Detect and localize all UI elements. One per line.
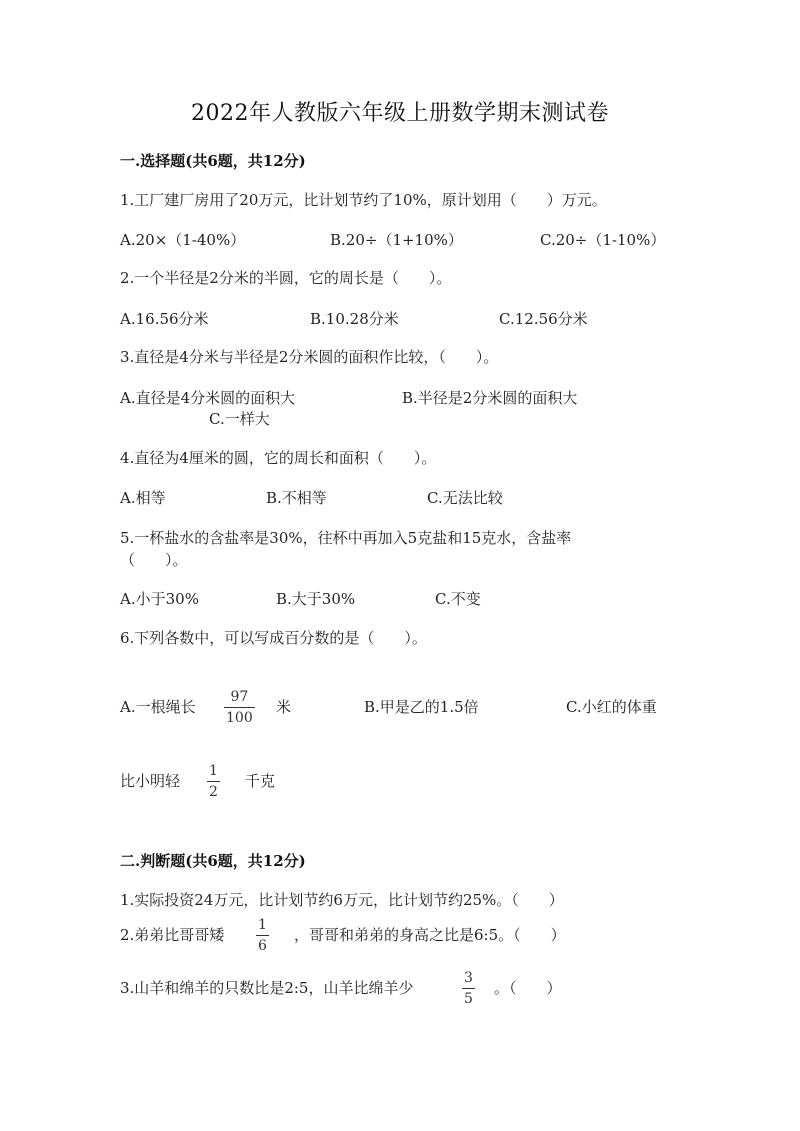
question-text: 1.实际投资24万元，比计划节约6万元，比计划节约25%。（ ） (120, 891, 564, 909)
fraction-numerator: 1 (258, 917, 267, 933)
fraction-denominator: 5 (464, 991, 473, 1007)
option-a: A.相等 (120, 489, 166, 507)
option-c: C.一样大 (209, 410, 270, 428)
fraction-numerator: 1 (209, 763, 218, 779)
fraction (224, 690, 255, 725)
fraction-denominator: 2 (209, 784, 218, 800)
fraction-denominator: 6 (258, 938, 267, 954)
page-title: 2022年人教版六年级上册数学期末测试卷 (191, 101, 609, 126)
option-c: C.12.56分米 (499, 310, 588, 328)
option-b: B.半径是2分米圆的面积大 (402, 389, 578, 407)
question-text: 3.直径是4分米与半径是2分米圆的面积作比较，（ ）。 (120, 348, 499, 366)
option-c-line2-suffix: 千克 (245, 772, 276, 790)
option-b: B.10.28分米 (310, 310, 399, 328)
question-prefix: 2.弟弟比哥哥矮 (120, 926, 225, 944)
option-b: B.不相等 (266, 489, 327, 507)
fraction (462, 971, 475, 1006)
question-suffix: 。（ ） (494, 979, 562, 997)
option-a: A.16.56分米 (120, 310, 209, 328)
option-b: B.大于30% (276, 590, 356, 608)
fraction (256, 918, 269, 953)
question-text: 2.一个半径是2分米的半圆，它的周长是（ ）。 (120, 269, 452, 287)
question-text-line1: 5.一杯盐水的含盐率是30%，往杯中再加入5克盐和15克水，含盐率 (120, 529, 572, 547)
option-a-prefix: A.一根绳长 (120, 698, 196, 716)
question-text: 1.工厂建厂房用了20万元，比计划节约了10%，原计划用（ ）万元。 (120, 191, 607, 209)
option-c: C.不变 (435, 590, 481, 608)
section-heading-choice: 一.选择题(共6题，共12分) (120, 152, 306, 170)
option-c: C.20÷（1-10%） (540, 231, 666, 249)
option-c-line2-prefix: 比小明轻 (120, 772, 181, 790)
fraction-numerator: 3 (464, 970, 473, 986)
question-text: 6.下列各数中，可以写成百分数的是（ ）。 (120, 629, 427, 647)
fraction-numerator: 97 (230, 689, 249, 705)
option-a: A.小于30% (120, 590, 199, 608)
option-b: B.甲是乙的1.5倍 (364, 698, 479, 716)
question-prefix: 3.山羊和绵羊的只数比是2:5，山羊比绵羊少 (120, 979, 414, 997)
question-suffix: ，哥哥和弟弟的身高之比是6:5。（ ） (294, 926, 566, 944)
option-a-suffix: 米 (276, 698, 292, 716)
option-b: B.20÷（1+10%） (330, 231, 463, 249)
question-text: 4.直径为4厘米的圆，它的周长和面积（ ）。 (120, 449, 437, 467)
option-a: A.直径是4分米圆的面积大 (120, 389, 296, 407)
section-heading-judgement: 二.判断题(共6题，共12分) (120, 852, 306, 870)
fraction (207, 764, 220, 799)
fraction-denominator: 100 (226, 710, 253, 726)
question-text-line2: （ ）。 (120, 551, 188, 569)
option-c-line1: C.小红的体重 (566, 698, 657, 716)
option-c: C.无法比较 (427, 489, 503, 507)
option-a: A.20×（1-40%） (120, 231, 246, 249)
